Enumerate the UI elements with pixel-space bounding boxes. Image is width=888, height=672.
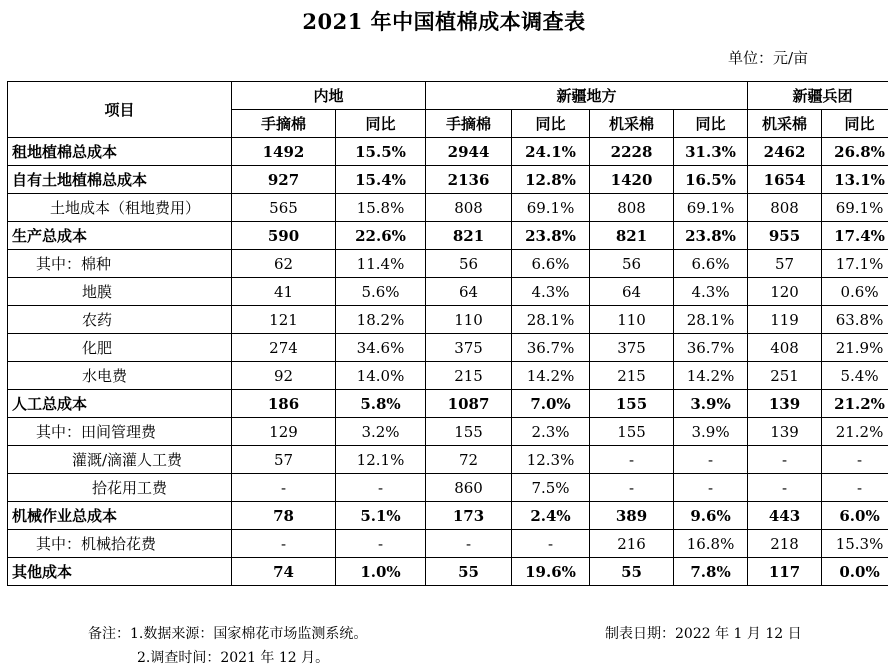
table-cell: 218 [748,530,822,558]
table-cell: 215 [590,362,674,390]
row-label: 拾花用工费 [8,474,232,502]
header-sub: 机采棉 [590,110,674,138]
table-row [8,166,888,194]
table-cell: 12.8% [512,166,590,194]
row-label: 其中：机械拾花费 [8,530,232,558]
table-cell: 15.8% [336,194,426,222]
row-label: 生产总成本 [8,222,232,250]
table-cell: 2136 [426,166,512,194]
row-label: 自有土地植棉总成本 [8,166,232,194]
table-cell: 56 [590,250,674,278]
table-cell: 117 [748,558,822,586]
table-cell: 64 [426,278,512,306]
row-label: 土地成本（租地费用） [8,194,232,222]
row-label: 水电费 [8,362,232,390]
table-row [8,418,888,446]
table-cell: 155 [590,390,674,418]
table-row [8,194,888,222]
header-sub: 同比 [512,110,590,138]
table-cell: 19.6% [512,558,590,586]
table-cell: 129 [232,418,336,446]
row-label: 农药 [8,306,232,334]
row-label: 灌溉/滴灌人工费 [8,446,232,474]
table-cell: 16.8% [674,530,748,558]
table-cell: 55 [590,558,674,586]
table-cell: 11.4% [336,250,426,278]
table-cell: 31.3% [674,138,748,166]
table-cell: 173 [426,502,512,530]
table-cell: 28.1% [674,306,748,334]
table-cell: - [232,474,336,502]
table-cell: 7.5% [512,474,590,502]
table-cell: 15.4% [336,166,426,194]
table-cell: 26.8% [822,138,888,166]
table-cell: 155 [426,418,512,446]
table-cell: - [748,474,822,502]
table-cell: 3.9% [674,390,748,418]
table-cell: 5.8% [336,390,426,418]
table-cell: - [336,474,426,502]
table-cell: 23.8% [512,222,590,250]
header-group-xinjiang-corps: 新疆兵团 [748,82,888,110]
table-cell: 5.1% [336,502,426,530]
header-group-xinjiang-local: 新疆地方 [426,82,748,110]
table-cell: 6.6% [674,250,748,278]
table-cell: 22.6% [336,222,426,250]
table-cell: 57 [232,446,336,474]
table-cell: 36.7% [512,334,590,362]
table-cell: 14.2% [512,362,590,390]
table-cell: 860 [426,474,512,502]
table-cell: 24.1% [512,138,590,166]
header-sub: 手摘棉 [232,110,336,138]
table-cell: 821 [426,222,512,250]
table-row [8,362,888,390]
table-cell: - [512,530,590,558]
table-cell: 17.4% [822,222,888,250]
table-cell: 74 [232,558,336,586]
header-row-groups [8,82,888,110]
table-cell: 21.2% [822,390,888,418]
table-cell: 408 [748,334,822,362]
table-cell: 13.1% [822,166,888,194]
table-cell: 119 [748,306,822,334]
table-date: 制表日期：2022 年 1 月 12 日 [605,626,802,642]
table-cell: 9.6% [674,502,748,530]
table-cell: 155 [590,418,674,446]
table-cell: 955 [748,222,822,250]
table-cell: 5.6% [336,278,426,306]
row-label: 其中：田间管理费 [8,418,232,446]
table-cell: 55 [426,558,512,586]
table-body [8,138,888,586]
header-sub: 机采棉 [748,110,822,138]
table-cell: - [748,446,822,474]
row-label: 其中：棉种 [8,250,232,278]
table-cell: 808 [748,194,822,222]
table-cell: 21.9% [822,334,888,362]
table-cell: 6.6% [512,250,590,278]
table-cell: 1087 [426,390,512,418]
table-cell: 215 [426,362,512,390]
table-cell: 590 [232,222,336,250]
header-sub: 同比 [336,110,426,138]
table-cell: 2462 [748,138,822,166]
row-label: 机械作业总成本 [8,502,232,530]
table-row [8,306,888,334]
header-sub: 手摘棉 [426,110,512,138]
table-cell: 69.1% [674,194,748,222]
table-cell: 808 [426,194,512,222]
table-cell: 2.4% [512,502,590,530]
table-cell: 139 [748,390,822,418]
cost-table [7,81,888,586]
table-cell: 1654 [748,166,822,194]
table-cell: 92 [232,362,336,390]
row-label: 其他成本 [8,558,232,586]
unit-label: 单位：元/亩 [727,49,808,67]
table-cell: 4.3% [512,278,590,306]
header-item: 项目 [8,82,232,138]
table-cell: 7.0% [512,390,590,418]
table-row [8,390,888,418]
header-sub: 同比 [822,110,888,138]
table-cell: 186 [232,390,336,418]
table-cell: 4.3% [674,278,748,306]
table-cell: 23.8% [674,222,748,250]
table-cell: 69.1% [512,194,590,222]
table-cell: - [232,530,336,558]
table-cell: - [674,474,748,502]
table-cell: 21.2% [822,418,888,446]
table-row [8,278,888,306]
table-cell: 389 [590,502,674,530]
table-cell: - [336,530,426,558]
table-cell: 375 [426,334,512,362]
table-cell: 0.6% [822,278,888,306]
table-row [8,222,888,250]
table-row [8,250,888,278]
notes [88,622,367,670]
row-label: 地膜 [8,278,232,306]
table-cell: 12.1% [336,446,426,474]
table-cell: 15.3% [822,530,888,558]
table-cell: 17.1% [822,250,888,278]
table-row [8,334,888,362]
table-cell: 78 [232,502,336,530]
table-row [8,446,888,474]
table-cell: 216 [590,530,674,558]
header-sub: 同比 [674,110,748,138]
table-cell: 808 [590,194,674,222]
table-row [8,502,888,530]
table-cell: 14.2% [674,362,748,390]
table-row [8,138,888,166]
table-cell: - [674,446,748,474]
table-cell: 2.3% [512,418,590,446]
table-cell: 110 [590,306,674,334]
table-cell: 0.0% [822,558,888,586]
table-cell: 64 [590,278,674,306]
table-cell: 139 [748,418,822,446]
table-cell: 62 [232,250,336,278]
table-cell: - [822,474,888,502]
table-cell: 6.0% [822,502,888,530]
table-cell: 3.9% [674,418,748,446]
row-label: 租地植棉总成本 [8,138,232,166]
table-cell: - [590,474,674,502]
table-cell: 2228 [590,138,674,166]
table-cell: 12.3% [512,446,590,474]
table-cell: 16.5% [674,166,748,194]
row-label: 人工总成本 [8,390,232,418]
table-cell: 41 [232,278,336,306]
table-cell: 251 [748,362,822,390]
table-cell: 5.4% [822,362,888,390]
table-cell: - [822,446,888,474]
table-cell: 14.0% [336,362,426,390]
table-cell: 36.7% [674,334,748,362]
table-cell: 56 [426,250,512,278]
table-row [8,558,888,586]
table-cell: 121 [232,306,336,334]
table-cell: 120 [748,278,822,306]
table-cell: 443 [748,502,822,530]
table-cell: - [426,530,512,558]
table-cell: 1.0% [336,558,426,586]
table-cell: 15.5% [336,138,426,166]
note-line-1: 备注：1.数据来源：国家棉花市场监测系统。 [88,626,368,642]
table-cell: - [590,446,674,474]
table-cell: 1420 [590,166,674,194]
table-cell: 28.1% [512,306,590,334]
table-cell: 1492 [232,138,336,166]
table-title: 2021 年中国植棉成本调查表 [302,9,586,34]
table-cell: 34.6% [336,334,426,362]
table-cell: 69.1% [822,194,888,222]
table-cell: 63.8% [822,306,888,334]
row-label: 化肥 [8,334,232,362]
table-cell: 375 [590,334,674,362]
note-line-2: 2.调查时间：2021 年 12 月。 [137,650,330,666]
table-cell: 110 [426,306,512,334]
table-cell: 57 [748,250,822,278]
table-cell: 274 [232,334,336,362]
table-row [8,474,888,502]
table-row [8,530,888,558]
table-cell: 7.8% [674,558,748,586]
table-cell: 3.2% [336,418,426,446]
table-cell: 927 [232,166,336,194]
table-cell: 821 [590,222,674,250]
table-cell: 565 [232,194,336,222]
header-group-inland: 内地 [232,82,426,110]
table-cell: 2944 [426,138,512,166]
table-cell: 72 [426,446,512,474]
table-cell: 18.2% [336,306,426,334]
